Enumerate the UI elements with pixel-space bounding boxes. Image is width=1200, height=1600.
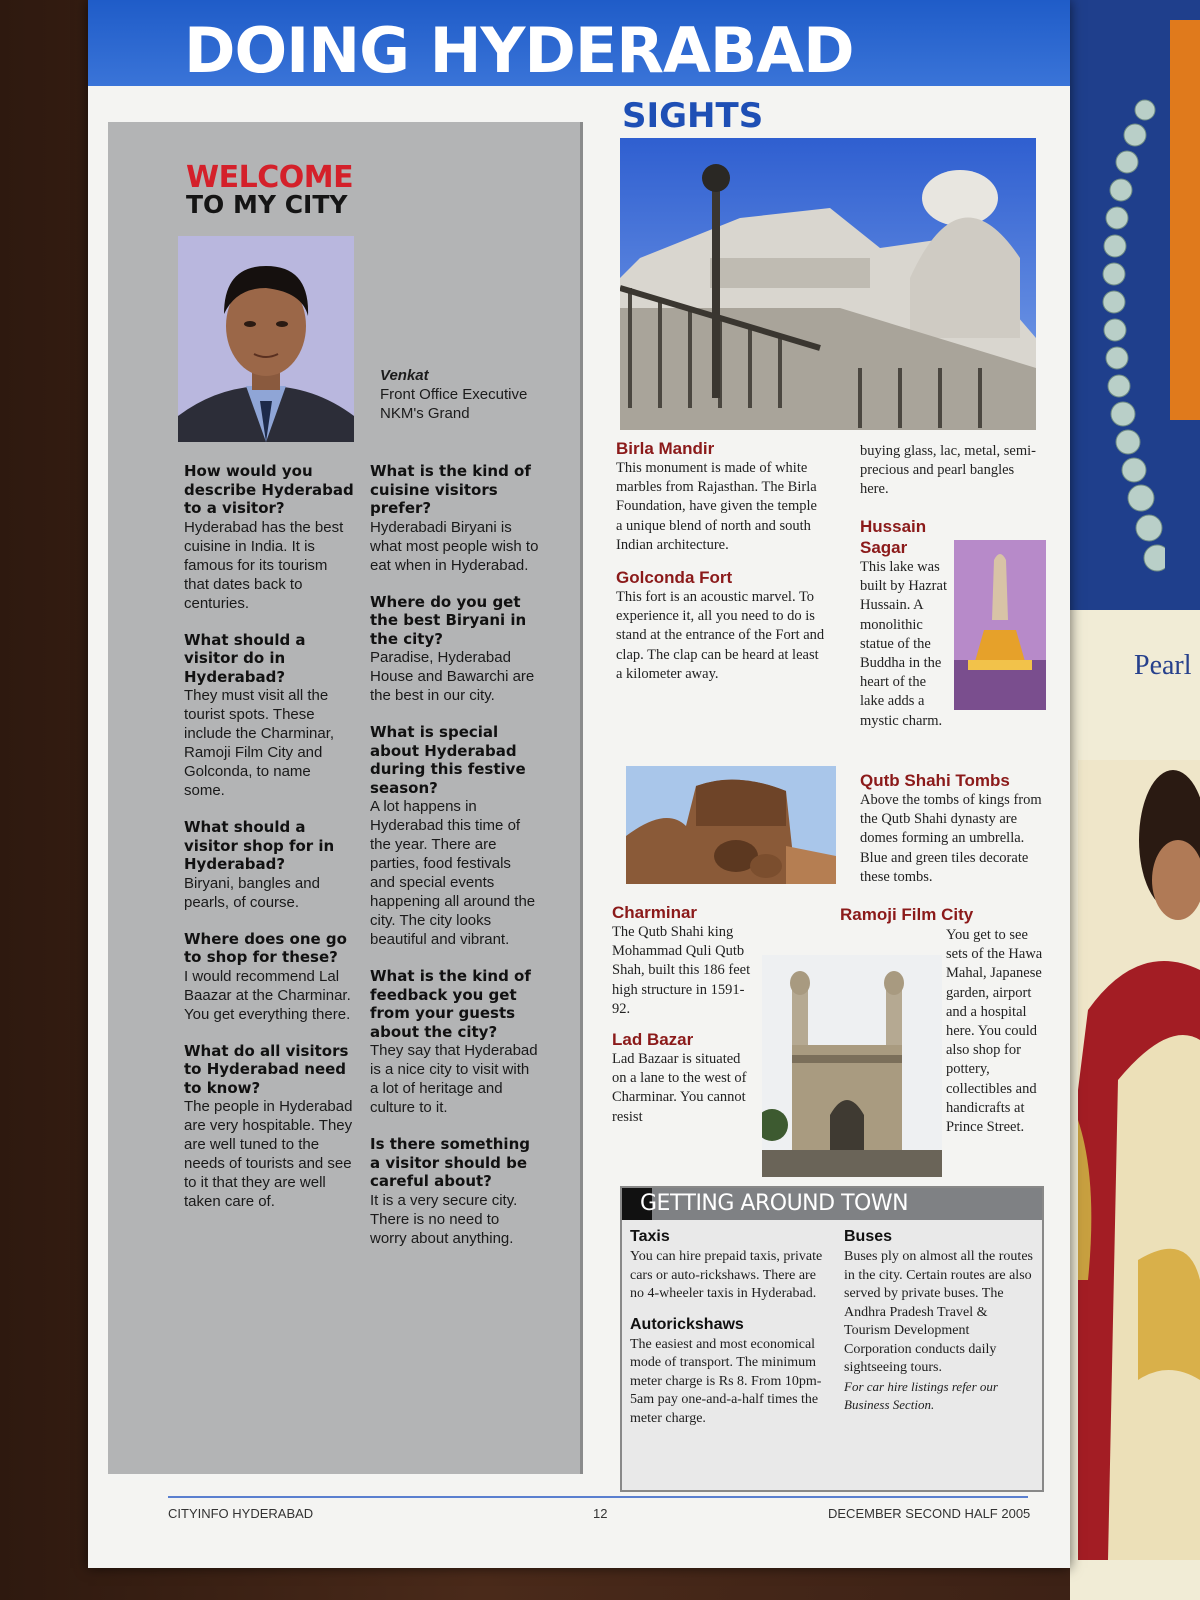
question: Where does one go to shop for these? (184, 929, 347, 966)
answer: The people in Hyderabad are very hospitable. They are well tuned to the needs of tourists and see to it that they are well taken care of. (184, 1098, 353, 1210)
answer: Paradise, Hyderabad House and Bawarchi are the best in our city. (370, 649, 535, 704)
qa-item (370, 1135, 540, 1248)
qa-item (370, 723, 540, 949)
qa-column-right (370, 462, 540, 1266)
charminar-heading: Charminar (612, 903, 698, 922)
charminar-block (612, 902, 752, 1127)
golconda-fort-photo (626, 766, 836, 884)
facing-page-heading: Pearl (1134, 650, 1192, 681)
person-hotel: NKM's Grand (380, 405, 470, 422)
person-name: Venkat (380, 367, 429, 384)
question: What is special about Hyderabad during this festive season? (370, 723, 526, 797)
welcome-interview-box (108, 122, 583, 1474)
qa-item (184, 462, 354, 613)
getting-around-town-box (620, 1186, 1044, 1492)
ramoji-heading-block (840, 904, 1046, 925)
getting-around-title: GETTING AROUND TOWN (640, 1191, 909, 1216)
buses-heading: Buses (844, 1228, 893, 1245)
taxis-heading: Taxis (630, 1228, 670, 1245)
woman-photo (1078, 760, 1200, 1560)
getting-around-right (844, 1226, 1034, 1415)
answer: Hyderabad has the best cuisine in India. It is famous for its tourism that dates back to centuries. (184, 518, 344, 612)
answer: A lot happens in Hyderabad this time of the year. There are parties, food festivals and special events happening all around the city. The city looks beautiful and vibrant. (370, 798, 536, 948)
footer-publication: CITYINFO HYDERABAD (168, 1506, 314, 1521)
footer-rule (168, 1496, 1028, 1498)
lad-bazar-text-continued: buying glass, lac, metal, semi-precious and pearl bangles here. (860, 443, 1036, 498)
page-title: DOING HYDERABAD (184, 14, 854, 87)
welcome-heading: WELCOME (186, 160, 354, 195)
qa-item (370, 462, 540, 575)
ramoji-film-city-text: You get to see sets of the Hawa Mahal, Japanese garden, airport and a hospital here. You could also shop for pottery, collectibles and handicrafts at Prince Street. (946, 927, 1043, 1136)
taxis-text: You can hire prepaid taxis, private cars or auto-rickshaws. There are no 4-wheeler taxis in Hyderabad. (630, 1249, 823, 1301)
question: What is the kind of feedback you get from your guests about the city? (370, 967, 531, 1041)
page-number: 12 (593, 1506, 608, 1521)
golconda-fort-text: This fort is an acoustic marvel. To experience it, all you need to do is stand at the entrance of the Fort and clap. The clap can be heard at least a kilometer away. (616, 589, 825, 682)
ramoji-film-city-heading: Ramoji Film City (840, 905, 974, 924)
question: How would you describe Hyderabad to a visitor? (184, 462, 354, 517)
sights-column-left (616, 438, 826, 684)
orange-panel (1170, 20, 1200, 420)
qa-item (184, 631, 354, 801)
qa-item (370, 593, 540, 706)
birla-mandir-heading: Birla Mandir (616, 439, 715, 458)
footer-issue-date: DECEMBER SECOND HALF 2005 (828, 1506, 1031, 1521)
getting-around-title-bar (622, 1188, 1042, 1220)
qutb-shahi-tombs-heading: Qutb Shahi Tombs (860, 771, 1010, 790)
question: What should a visitor do in Hyderabad? (184, 630, 306, 686)
qa-item (370, 967, 540, 1117)
venkat-portrait-photo (178, 236, 354, 442)
lad-bazar-text: Lad Bazaar is situated on a lane to the west of Charminar. You cannot resist (612, 1051, 747, 1125)
hussain-sagar-block (860, 516, 952, 731)
birla-mandir-text: This monument is made of white marbles from Rajasthan. The Birla Foundation, have given the temple a unique blend of north and south Indian architecture. (616, 460, 817, 553)
person-role: Front Office Executive (380, 386, 528, 403)
buses-text: Buses ply on almost all the routes in the city. Certain routes are also served by private buses. The Andhra Pradesh Travel & Tourism Development Corporation conducts daily sightseeing tours. (844, 1249, 1033, 1375)
qa-column-left (184, 462, 354, 1229)
qa-item (184, 818, 354, 912)
answer: I would recommend Lal Baazar at the Charminar. You get everything there. (184, 967, 351, 1023)
qa-item (184, 1042, 354, 1212)
autorickshaws-text: The easiest and most economical mode of transport. The minimum meter charge is Rs 8. From 10pm-5am pay one-and-a-half times the meter charge. (630, 1336, 822, 1426)
question: What is the kind of cuisine visitors prefer? (370, 462, 531, 517)
golconda-fort-heading: Golconda Fort (616, 568, 733, 588)
question: Is there something a visitor should be careful about? (370, 1135, 530, 1190)
answer: It is a very secure city. There is no need to worry about anything. (370, 1191, 518, 1247)
charminar-text: The Qutb Shahi king Mohammad Quli Qutb Shah, built this 186 feet high structure in 1591-92. (612, 924, 751, 1017)
lad-bazar-heading: Lad Bazar (612, 1030, 694, 1050)
autorickshaws-heading: Autorickshaws (630, 1315, 744, 1333)
qutb-shahi-tombs-text: Above the tombs of kings from the Qutb Shahi dynasty are domes forming an umbrella. Blue and green tiles decorate these tombs. (860, 792, 1042, 885)
welcome-subheading: TO MY CITY (186, 190, 348, 219)
person-caption (380, 366, 527, 423)
hussain-sagar-text: This lake was built by Hazrat Hussain. A monolithic statue of the Buddha in the heart of the lake adds a mystic charm. (860, 559, 947, 729)
magazine-page (88, 0, 1070, 1568)
section-title-sights: SIGHTS (622, 96, 764, 136)
answer: Hyderabadi Biryani is what most people wish to eat when in Hyderabad. (370, 518, 539, 574)
pearl-necklace-image (1095, 80, 1165, 600)
question: What should a visitor shop for in Hyderabad? (184, 818, 335, 873)
ramoji-text-block (946, 926, 1046, 1137)
getting-around-left (630, 1226, 826, 1428)
lad-bazar-continued (860, 442, 1046, 500)
answer: They must visit all the tourist spots. These include the Charminar, Ramoji Film City and Golconda, to name some. (184, 687, 335, 799)
qa-item (184, 930, 354, 1024)
question: What do all visitors to Hyderabad need to know? (184, 1041, 349, 1097)
car-hire-note: For car hire listings refer our Business Section. (844, 1378, 998, 1412)
hussain-sagar-buddha-photo (954, 540, 1046, 710)
birla-mandir-photo (620, 138, 1036, 430)
answer: They say that Hyderabad is a nice city to visit with a lot of heritage and culture to it. (370, 1042, 538, 1116)
hussain-sagar-heading: Hussain Sagar (860, 517, 927, 557)
charminar-photo (762, 955, 942, 1177)
answer: Biryani, bangles and pearls, of course. (184, 874, 320, 911)
qutb-shahi-block (860, 770, 1046, 887)
question: Where do you get the best Biryani in the city? (370, 592, 527, 648)
